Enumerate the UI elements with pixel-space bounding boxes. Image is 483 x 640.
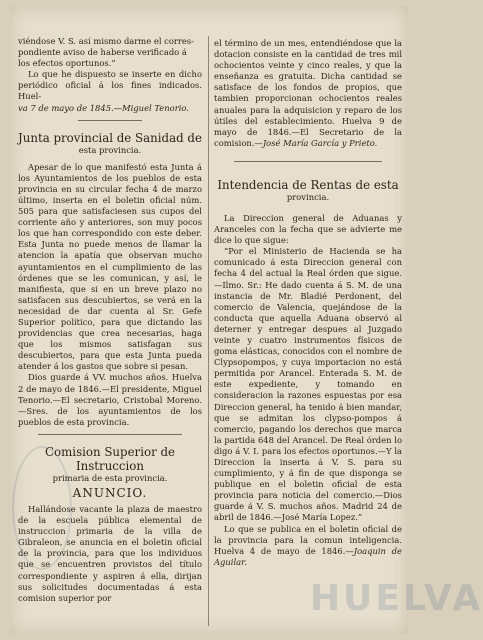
watermark: HUELVA [310, 578, 483, 619]
rentas-close: Lo que se publica en el boletin oficial de la provincia para la comun inteligencia. Huelva 4 de mayo de 1846.—Joaquin de Aguilar. [214, 523, 403, 567]
intro-signature: va 7 de mayo de 1845.—Miguel Tenorio. [18, 102, 189, 113]
section-divider [38, 434, 182, 435]
intro-line-1: viéndose V. S. así mismo darme el corres- [18, 36, 194, 46]
junta-title: Junta provincial de Sanidad de [18, 130, 202, 145]
anuncio-body: Hallándose vacante la plaza de maestro de la escuela pública elemental de instruccion primaria de la villa de Gibraleon, se anuncia en el boletin oficial de la provincia, para que los individuos que se encuentren provistos del título correspondiente y aspiren á ella, dirijan sus solicitudes documentadas á esta comision superior por [18, 504, 202, 603]
column-divider [208, 36, 209, 626]
comision-title: Comision Superior de Instruccion [44, 444, 175, 473]
rentas-intro: La Direccion general de Aduanas y Aranceles con la fecha que se advierte me dice lo que sigue: [214, 212, 402, 246]
intro-line-3: los efectos oportunos.” [18, 58, 116, 69]
rentas-subtitle: provincia. [286, 191, 330, 202]
newspaper-page [10, 6, 483, 634]
junta-body: Apesar de lo que manifestó esta Junta á los Ayuntamientos de los pueblos de esta provincia en su circular fecha 4 de marzo último, inserta en el boletin oficial núm. 505 para que satisfaciesen sus cupos del corriente año y anteriores, son muy pocos los que han correspondido con este deber. Esta Junta no puede menos de llamar la atencion la apatía que observan mucho ayuntamientos en el cumplimiento de las órdenes que se les comunican, y así, le manifiesta, que si en un breve plazo no satisfacen sus descubiertos, se verá en la necesidad de dar cuenta al Sr. Gefe Superior político, para que dictando las providencias que crea necesarias, haga que los mismos satisfagan sus descubiertos, para que esta Junta pueda atender á los gastos que sobre si pesan. [18, 161, 202, 372]
continuation-signature: José María García y Prieto. [262, 137, 378, 148]
anuncio-heading: ANUNCIO. [72, 485, 148, 500]
rentas-body: “Por el Ministerio de Hacienda se ha comunicado á esta Direccion general con fecha 4 del actual la Real órden que sigue.—Ilmo. Sr.: He dado cuenta á S. M. de una instancia de Mr. Bladié Perdonent, del comercio de Valencia, quejándose de la conducta que aquella Aduana observó al deterner y entregar despues al Juzgado veinte y cuatro instrumentos físicos de goma elásticas, conocidos con el nombre de Clypsopompos, y cuya importacion no está permitida por Arancel. Enterada S. M. de este expediente, y tomando en consideracion la razones espuestas por esa Direccion general, ha tenido á bien mandar, que se admitan los clypso-pompos á comercio, pagando los derechos que marca la partida 648 del Arancel. De Real órden lo digo á V. I. para los efectos oportunos.—Y la Direccion la inserta á V. S. para su cumplimiento, y á fin de que disponga se publique en el boletin oficial de esta provincia para noticia del comercio.—Dios guarde á V. S. muchos años. Madrid 24 de abril de 1846.—José María Lopez.” [214, 246, 402, 523]
section-divider [234, 161, 382, 162]
junta-signature: Dios guarde á VV. muchos años. Huelva 2 de mayo de 1846.—El presidente, Miguel Tenorio.—El secretario, Cristobal Moreno.—Sres. de los ayuntamientos de los pueblos de esta provincia. [18, 372, 202, 427]
junta-subtitle: esta provincia. [78, 144, 142, 155]
intro-close: Lo que he dispuesto se inserte en dicho periódico oficial á los fines indicados. Huel- [18, 69, 202, 102]
rentas-title: Intendencia de Rentas de esta [217, 177, 399, 192]
continuation-body: el término de un mes, entendiéndose que la dotacion consiste en la cantidad de tres mil ochocientos veinte y cinco reales, y que la enseñanza es gratuita. Dicha cantidad se satisface de los fondos de propios, que tambien proporcionan ochocientos reales anuales para la adquisicion y reparo de los útiles del establecimiento. Huelva 9 de mayo de 1846.—El Secretario de la comision.—José María García y Prieto. [214, 38, 402, 148]
library-stamp [12, 446, 72, 570]
rentas-signature: Joaquin de Aguilar. [214, 545, 403, 567]
right-column [214, 38, 402, 568]
intro-line-2: pondiente aviso de haberse verificado á [18, 47, 187, 58]
section-divider [78, 120, 142, 121]
comision-subtitle: primaria de esta provincia. [52, 472, 168, 483]
